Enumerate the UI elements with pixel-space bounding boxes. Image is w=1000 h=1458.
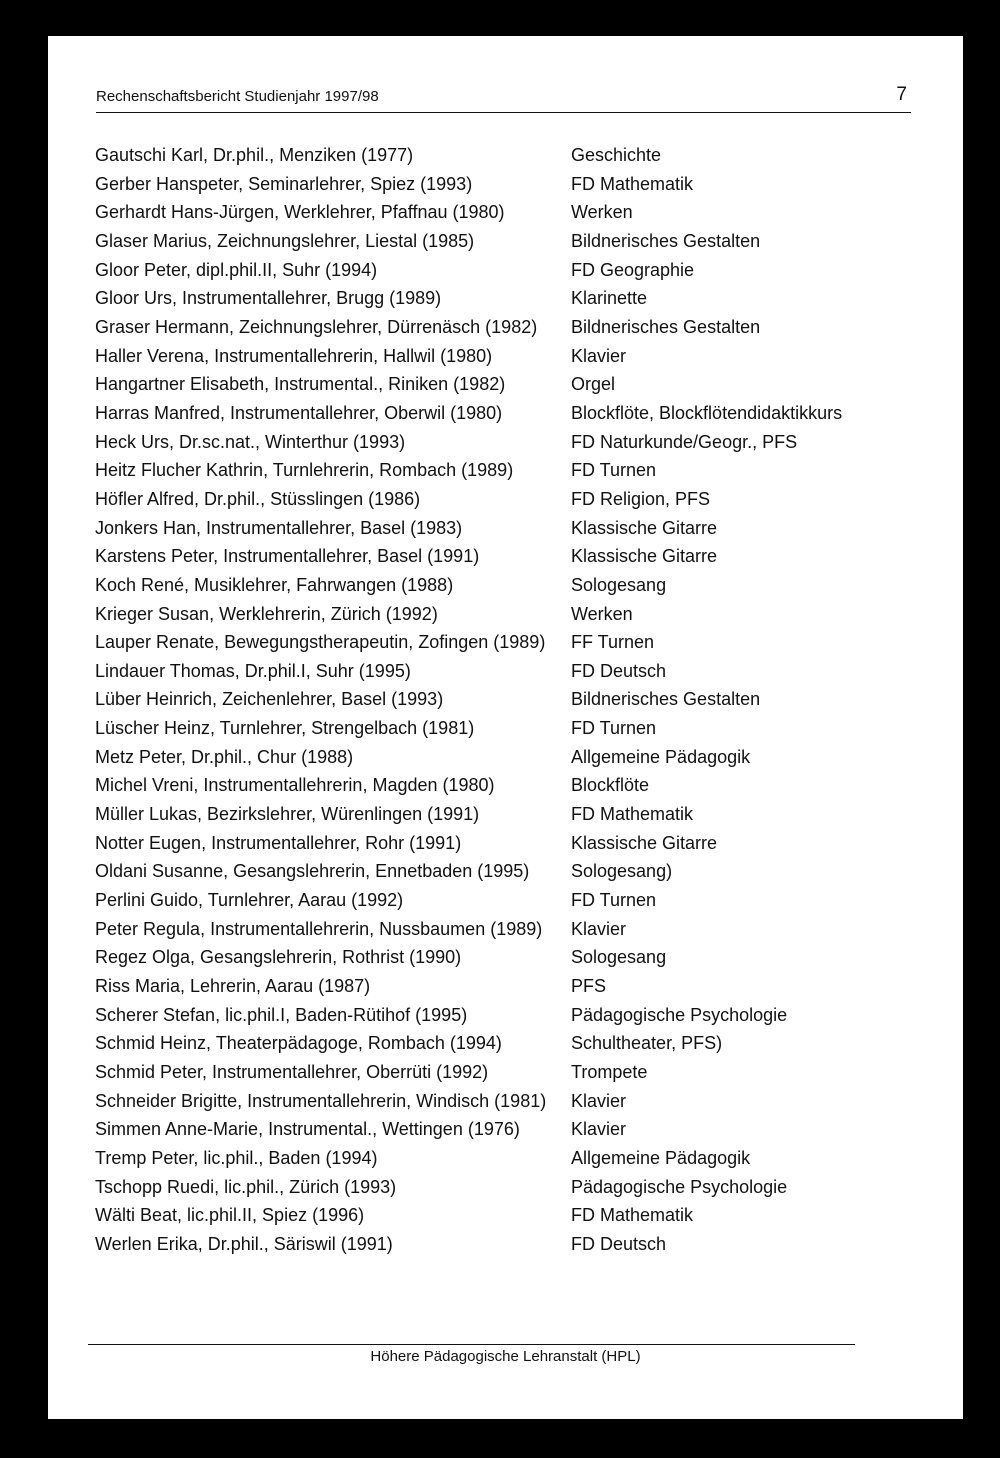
staff-subject: Werken — [571, 603, 633, 624]
list-item — [95, 1144, 885, 1173]
footer-divider — [88, 1344, 855, 1345]
list-item — [95, 342, 885, 371]
list-item — [95, 141, 885, 170]
list-item — [95, 428, 885, 457]
list-item — [95, 456, 885, 485]
staff-subject: Trompete — [571, 1062, 648, 1082]
staff-name: Hangartner Elisabeth, Instrumental., Riniken (1982) — [95, 374, 506, 395]
staff-subject: Geschichte — [571, 145, 662, 165]
staff-subject: Klavier — [571, 918, 627, 939]
list-item — [95, 313, 885, 342]
staff-name: Lauper Renate, Bewegungstherapeutin, Zofingen (1989) — [95, 632, 546, 653]
staff-subject: FD Mathematik — [571, 1205, 694, 1226]
list-item — [95, 829, 885, 858]
staff-subject: FD Turnen — [571, 718, 657, 739]
staff-subject: FD Mathematik — [571, 804, 694, 825]
staff-name: Höfler Alfred, Dr.phil., Stüsslingen (1986) — [95, 488, 421, 509]
list-item — [95, 857, 885, 886]
staff-name: Tremp Peter, lic.phil., Baden (1994) — [95, 1147, 378, 1168]
staff-name: Schneider Brigitte, Instrumentallehrerin, Windisch (1981) — [95, 1090, 547, 1111]
list-item — [95, 1230, 885, 1259]
staff-name: Metz Peter, Dr.phil., Chur (1988) — [95, 746, 354, 767]
staff-subject: Orgel — [571, 374, 616, 395]
staff-name: Karstens Peter, Instrumentallehrer, Basel (1991) — [95, 546, 480, 567]
staff-name: Gloor Urs, Instrumentallehrer, Brugg (1989) — [95, 288, 442, 309]
staff-name: Tschopp Ruedi, lic.phil., Zürich (1993) — [95, 1176, 397, 1197]
list-item — [95, 399, 885, 428]
page-number: 7 — [896, 84, 907, 105]
staff-subject: Klavier — [571, 345, 627, 366]
list-item — [95, 1058, 885, 1087]
list-item — [95, 1201, 885, 1230]
list-item — [95, 1173, 885, 1202]
staff-subject: Klassische Gitarre — [571, 832, 718, 853]
staff-name: Gerber Hanspeter, Seminarlehrer, Spiez (1993) — [95, 173, 473, 194]
staff-subject: FD Religion, PFS — [571, 488, 711, 509]
staff-name: Koch René, Musiklehrer, Fahrwangen (1988) — [95, 574, 454, 595]
staff-subject: Allgemeine Pädagogik — [571, 746, 751, 767]
list-item — [95, 514, 885, 543]
staff-name: Peter Regula, Instrumentallehrerin, Nussbaumen (1989) — [95, 918, 543, 939]
staff-name: Schmid Heinz, Theaterpädagoge, Rombach (1994) — [95, 1033, 502, 1054]
list-item — [95, 771, 885, 800]
staff-subject: Klassische Gitarre — [571, 517, 718, 538]
list-item — [95, 714, 885, 743]
list-item — [95, 198, 885, 227]
staff-subject: Blockflöte — [571, 775, 650, 796]
staff-subject: Sologesang — [571, 947, 667, 968]
staff-name: Müller Lukas, Bezirkslehrer, Würenlingen (1991) — [95, 804, 480, 825]
list-item — [95, 685, 885, 714]
staff-name: Wälti Beat, lic.phil.II, Spiez (1996) — [95, 1205, 365, 1226]
staff-name: Lüber Heinrich, Zeichenlehrer, Basel (1993) — [95, 689, 444, 710]
list-item — [95, 170, 885, 199]
staff-name: Graser Hermann, Zeichnungslehrer, Dürrenäsch (1982) — [95, 316, 538, 337]
staff-name: Glaser Marius, Zeichnungslehrer, Liestal (1985) — [95, 230, 475, 251]
staff-subject: PFS — [571, 976, 607, 997]
staff-name: Krieger Susan, Werklehrerin, Zürich (1992) — [95, 603, 438, 624]
staff-subject: Werken — [571, 202, 633, 223]
list-item — [95, 886, 885, 915]
header-title: Rechenschaftsbericht Studienjahr 1997/98 — [96, 88, 379, 105]
staff-subject: Bildnerisches Gestalten — [571, 316, 761, 337]
staff-name: Perlini Guido, Turnlehrer, Aarau (1992) — [95, 890, 404, 911]
staff-subject: Blockflöte, Blockflötendidaktikkurs — [571, 402, 843, 423]
staff-name: Regez Olga, Gesangslehrerin, Rothrist (1990) — [95, 947, 462, 968]
staff-subject: Bildnerisches Gestalten — [571, 230, 761, 251]
staff-name: Notter Eugen, Instrumentallehrer, Rohr (1991) — [95, 832, 462, 853]
staff-subject: Klavier — [571, 1090, 627, 1111]
list-item — [95, 542, 885, 571]
staff-name: Gautschi Karl, Dr.phil., Menziken (1977) — [95, 145, 414, 165]
staff-name: Gerhardt Hans-Jürgen, Werklehrer, Pfaffnau (1980) — [95, 202, 505, 223]
staff-list — [95, 141, 885, 1259]
staff-name: Simmen Anne-Marie, Instrumental., Wettingen (1976) — [95, 1119, 520, 1140]
staff-subject: FD Mathematik — [571, 173, 694, 194]
staff-name: Michel Vreni, Instrumentallehrerin, Magden (1980) — [95, 775, 495, 796]
staff-subject: Klassische Gitarre — [571, 546, 718, 567]
staff-subject: FD Deutsch — [571, 660, 667, 681]
list-item — [95, 1001, 885, 1030]
staff-subject: Sologesang — [571, 574, 667, 595]
staff-subject: Pädagogische Psychologie — [571, 1176, 788, 1197]
staff-name: Heck Urs, Dr.sc.nat., Winterthur (1993) — [95, 431, 406, 452]
staff-subject: FD Deutsch — [571, 1233, 667, 1254]
list-item — [95, 1029, 885, 1058]
document-page — [48, 36, 963, 1419]
list-item — [95, 1087, 885, 1116]
staff-name: Oldani Susanne, Gesangslehrerin, Ennetbaden (1995) — [95, 861, 530, 882]
list-item — [95, 657, 885, 686]
staff-name: Lüscher Heinz, Turnlehrer, Strengelbach (1981) — [95, 718, 475, 739]
staff-subject: Allgemeine Pädagogik — [571, 1147, 751, 1168]
list-item — [95, 743, 885, 772]
list-item — [95, 227, 885, 256]
list-item — [95, 571, 885, 600]
staff-name: Jonkers Han, Instrumentallehrer, Basel (1983) — [95, 517, 463, 538]
list-item — [95, 600, 885, 629]
staff-name: Heitz Flucher Kathrin, Turnlehrerin, Rombach (1989) — [95, 460, 514, 481]
list-item — [95, 256, 885, 285]
list-item — [95, 1115, 885, 1144]
list-item — [95, 800, 885, 829]
staff-name: Scherer Stefan, lic.phil.I, Baden-Rütihof (1995) — [95, 1004, 468, 1025]
staff-name: Riss Maria, Lehrerin, Aarau (1987) — [95, 976, 371, 997]
staff-name: Harras Manfred, Instrumentallehrer, Oberwil (1980) — [95, 402, 503, 423]
staff-subject: FD Turnen — [571, 890, 657, 911]
staff-subject: FD Turnen — [571, 460, 657, 481]
staff-name: Schmid Peter, Instrumentallehrer, Oberrüti (1992) — [95, 1062, 489, 1082]
staff-subject: FF Turnen — [571, 632, 655, 653]
staff-subject: FD Naturkunde/Geogr., PFS — [571, 431, 798, 452]
staff-subject: Klarinette — [571, 288, 648, 309]
staff-name: Lindauer Thomas, Dr.phil.I, Suhr (1995) — [95, 660, 411, 681]
list-item — [95, 915, 885, 944]
list-item — [95, 284, 885, 313]
staff-subject: Sologesang) — [571, 861, 673, 882]
list-item — [95, 485, 885, 514]
staff-name: Werlen Erika, Dr.phil., Säriswil (1991) — [95, 1233, 393, 1254]
staff-subject: Klavier — [571, 1119, 627, 1140]
staff-name: Gloor Peter, dipl.phil.II, Suhr (1994) — [95, 259, 378, 280]
staff-name: Haller Verena, Instrumentallehrerin, Hallwil (1980) — [95, 345, 493, 366]
list-item — [95, 943, 885, 972]
list-item — [95, 370, 885, 399]
staff-subject: Schultheater, PFS) — [571, 1033, 723, 1054]
page-header — [96, 86, 911, 113]
staff-subject: Pädagogische Psychologie — [571, 1004, 788, 1025]
footer-institution: Höhere Pädagogische Lehranstalt (HPL) — [370, 1348, 641, 1365]
staff-subject: Bildnerisches Gestalten — [571, 689, 761, 710]
list-item — [95, 972, 885, 1001]
list-item — [95, 628, 885, 657]
staff-subject: FD Geographie — [571, 259, 695, 280]
